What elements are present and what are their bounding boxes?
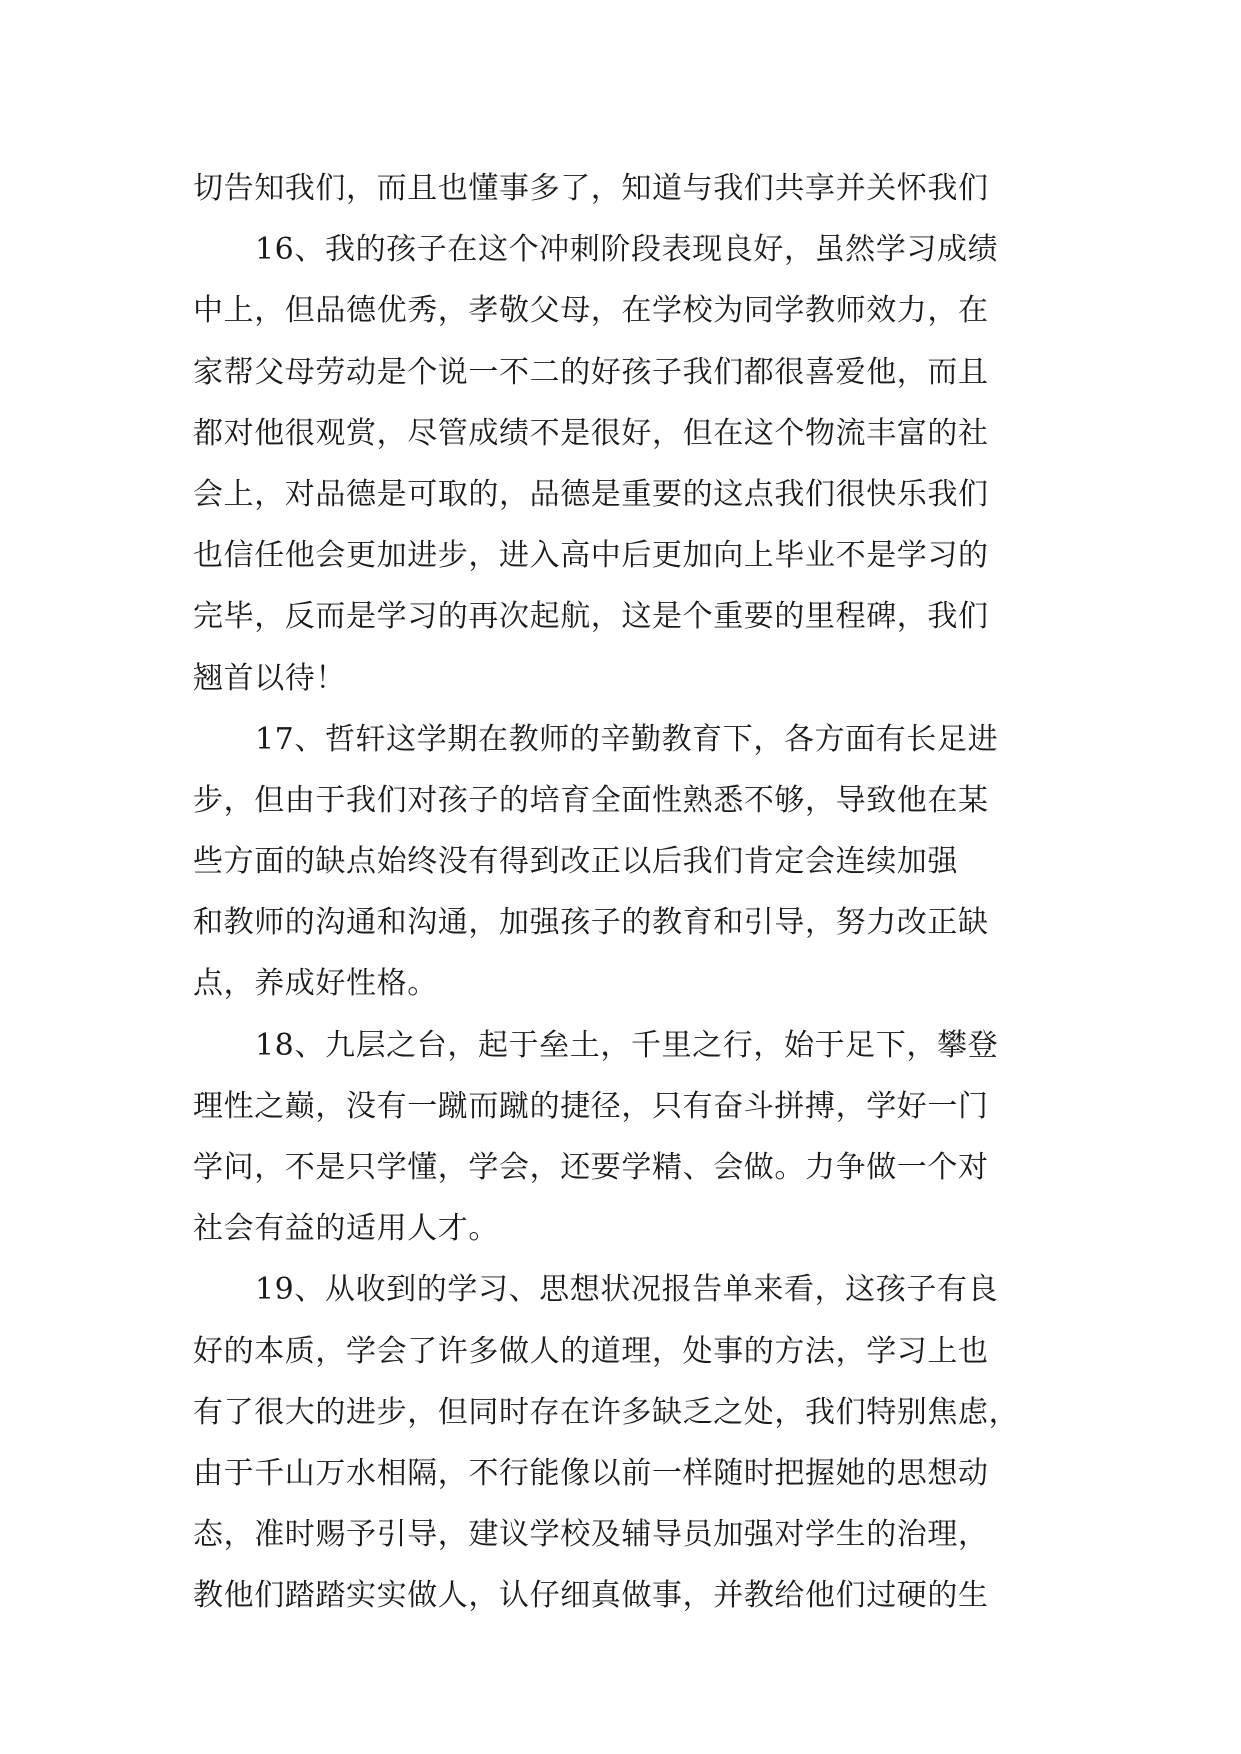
text-line: 中上，但品德优秀，孝敬父母，在学校为同学教师效力，在 bbox=[193, 293, 989, 329]
text-line: 社会有益的适用人才。 bbox=[193, 1211, 499, 1247]
text-line: 切告知我们，而且也懂事多了，知道与我们共享并关怀我们 bbox=[193, 171, 989, 206]
text-line: 完毕，反而是学习的再次起航，这是个重要的里程碑，我们 bbox=[193, 599, 989, 635]
text-line: 都对他很观赏，尽管成绩不是很好，但在这个物流丰富的社 bbox=[193, 415, 989, 451]
text-line: 步，但由于我们对孩子的培育全面性熟悉不够，导致他在某 bbox=[193, 782, 989, 818]
body-text bbox=[193, 158, 1053, 1627]
text-line: 家帮父母劳动是个说一不二的好孩子我们都很喜爱他，而且 bbox=[193, 354, 989, 390]
text-line: 17、哲轩这学期在教师的辛勤教育下，各方面有长足进 bbox=[255, 721, 999, 757]
text-line: 有了很大的进步，但同时存在许多缺乏之处，我们特别焦虑， bbox=[193, 1394, 1020, 1430]
text-line: 16、我的孩子在这个冲刺阶段表现良好，虽然学习成绩 bbox=[255, 232, 999, 268]
text-line: 由于千山万水相隔，不行能像以前一样随时把握她的思想动 bbox=[193, 1455, 989, 1491]
text-line: 也信任他会更加进步，进入高中后更加向上毕业不是学习的 bbox=[193, 538, 989, 574]
text-line: 会上，对品德是可取的，品德是重要的这点我们很快乐我们 bbox=[193, 476, 989, 512]
text-line: 理性之巅，没有一蹴而蹴的捷径，只有奋斗拼搏，学好一门 bbox=[193, 1088, 989, 1124]
text-line: 18、九层之台，起于垒土，千里之行，始于足下，攀登 bbox=[255, 1027, 999, 1063]
text-line: 学问，不是只学懂，学会，还要学精、会做。力争做一个对 bbox=[193, 1150, 989, 1185]
text-line: 和教师的沟通和沟通，加强孩子的教育和引导，努力改正缺 bbox=[193, 905, 989, 941]
text-line: 教他们踏踏实实做人，认仔细真做事，并教给他们过硬的生 bbox=[193, 1578, 989, 1614]
text-line: 翘首以待！ bbox=[193, 660, 346, 696]
text-line: 些方面的缺点始终没有得到改正以后我们肯定会连续加强 bbox=[193, 844, 958, 880]
text-line: 好的本质，学会了许多做人的道理，处事的方法，学习上也 bbox=[193, 1333, 989, 1369]
text-line: 19、从收到的学习、思想状况报告单来看，这孩子有良 bbox=[255, 1272, 999, 1308]
text-line: 点，养成好性格。 bbox=[193, 966, 438, 1002]
text-line: 态，准时赐予引导，建议学校及辅导员加强对学生的治理， bbox=[193, 1517, 989, 1553]
